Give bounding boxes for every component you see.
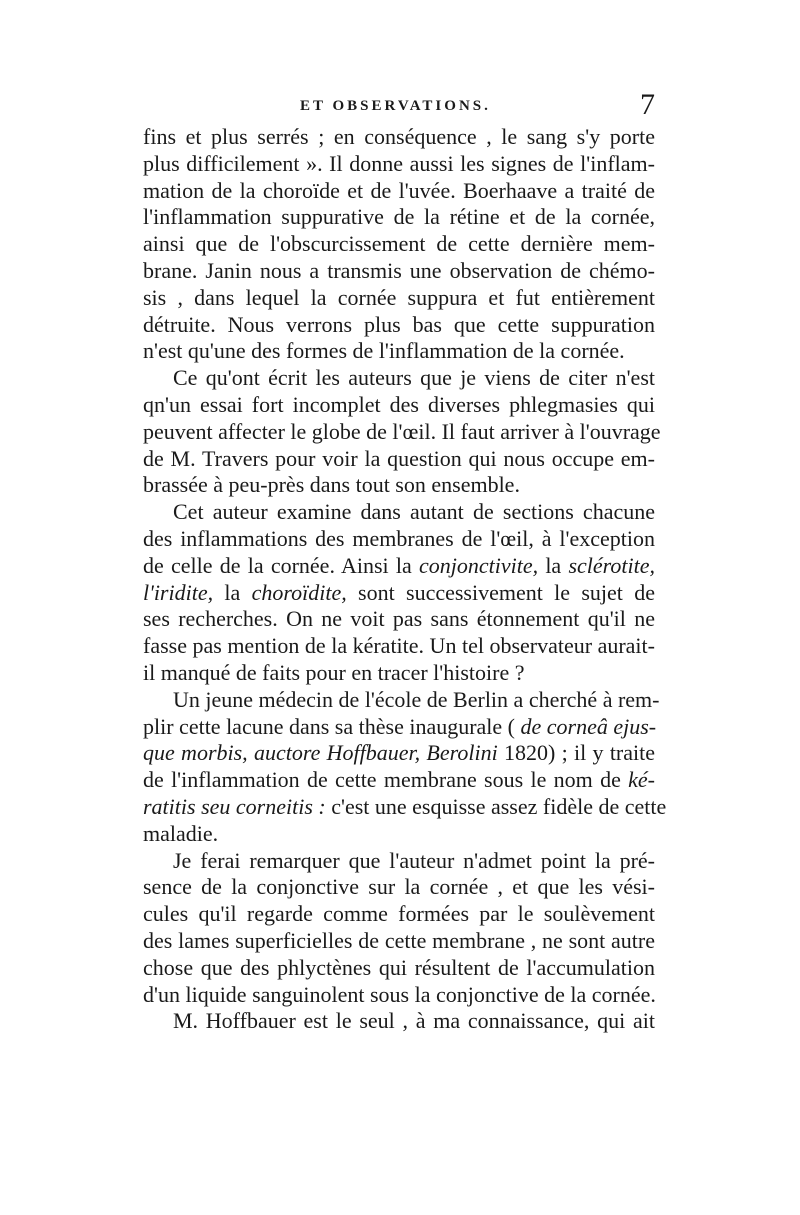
text-line: fins et plus serrés ; en conséquence , le sang s'y porte (143, 124, 655, 149)
paragraph (143, 499, 655, 687)
text-line: il manqué de faits pour en tracer l'histoire ? (143, 659, 525, 685)
text-line (143, 553, 655, 580)
italic-segment: que morbis, auctore Hoffbauer, Berolini (143, 740, 498, 766)
text-line: Je ferai remarquer que l'auteur n'admet point la pré- (173, 847, 655, 873)
text-line: Ce qu'ont écrit les auteurs que je viens de citer n'est (173, 365, 655, 391)
text-line: Un jeune médecin de l'école de Berlin a cherché à rem- (173, 686, 660, 712)
italic-segment: ratitis seu corneitis : (143, 793, 326, 819)
text-segment: plir cette lacune dans sa thèse inaugurale ( (143, 713, 521, 739)
text-line: M. Hoffbauer est le seul , à ma connaissance, qui ait (173, 1008, 655, 1034)
text-line: ainsi que de l'obscurcissement de cette dernière mem- (143, 231, 655, 257)
text-line (143, 714, 655, 741)
text-line: fasse pas mention de la kératite. Un tel observateur aurait- (143, 633, 655, 659)
text-line: peuvent affecter le globe de l'œil. Il faut arriver à l'ouvrage (143, 418, 661, 444)
text-segment: sont successivement le sujet de (346, 579, 655, 605)
italic-segment: ké- (628, 767, 655, 793)
text-segment: de l'inflammation de cette membrane sous le nom de (143, 767, 629, 793)
text-segment: la (213, 579, 252, 605)
text-line (143, 740, 655, 767)
text-line: cules qu'il regarde comme formées par le soulèvement (143, 901, 655, 927)
text-line: n'est qu'une des formes de l'inflammation de la cornée. (143, 338, 625, 364)
text-line: des inflammations des membranes de l'œil, à l'exception (143, 525, 655, 551)
text-line: l'inflammation suppurative de la rétine et de la cornée, (143, 204, 655, 230)
page-number: 7 (640, 88, 655, 121)
text-line: sence de la conjonctive sur la cornée , et que les vési- (143, 874, 655, 900)
text-line: maladie. (143, 820, 219, 846)
text-line (143, 580, 655, 607)
body-text (143, 124, 667, 1035)
text-line: détruite. Nous verrons plus bas que cette suppuration (143, 311, 655, 337)
text-line: mation de la choroïde et de l'uvée. Boerhaave a traité de (143, 177, 655, 203)
italic-segment: choroïdite, (251, 579, 347, 605)
italic-segment: conjonctivite, (418, 552, 539, 578)
text-line: sis , dans lequel la cornée suppura et fut entièrement (143, 284, 655, 310)
text-segment: 1820) ; il y traite (497, 740, 656, 766)
text-segment: c'est une esquisse assez fidèle de cette (325, 793, 667, 819)
paragraph (143, 686, 667, 848)
text-line: d'un liquide sanguinolent sous la conjonctive de la cornée. (143, 981, 656, 1007)
text-line: des lames superficielles de cette membrane , ne sont autre (143, 927, 655, 953)
text-line: plus difficilement ». Il donne aussi les signes de l'inflam- (143, 150, 655, 176)
text-line: ses recherches. On ne voit pas sans étonnement qu'il ne (143, 606, 655, 632)
italic-segment: de corneâ ejus- (520, 713, 657, 739)
text-line: de M. Travers pour voir la question qui nous occupe em- (143, 445, 655, 471)
running-title: ET OBSERVATIONS. (300, 98, 491, 114)
text-line: brassée à peu-près dans tout son ensemble. (143, 472, 520, 498)
text-segment: la (538, 552, 569, 578)
paragraph (143, 1008, 655, 1035)
page-header (143, 88, 655, 126)
text-line (143, 767, 655, 794)
italic-segment: sclérotite, (568, 552, 655, 578)
text-line (143, 793, 667, 821)
paragraph (143, 365, 661, 499)
text-line: chose que des phlyctènes qui résultent de l'accumulation (143, 954, 655, 980)
italic-segment: l'iridite, (143, 579, 214, 605)
text-line: qn'un essai fort incomplet des diverses phlegmasies qui (143, 391, 655, 417)
text-segment: de celle de la cornée. Ainsi la (143, 552, 419, 578)
paragraph (143, 124, 655, 365)
text-line: brane. Janin nous a transmis une observation de chémo- (143, 257, 655, 283)
paragraph (143, 848, 655, 1009)
text-line: Cet auteur examine dans autant de sections chacune (173, 499, 655, 525)
